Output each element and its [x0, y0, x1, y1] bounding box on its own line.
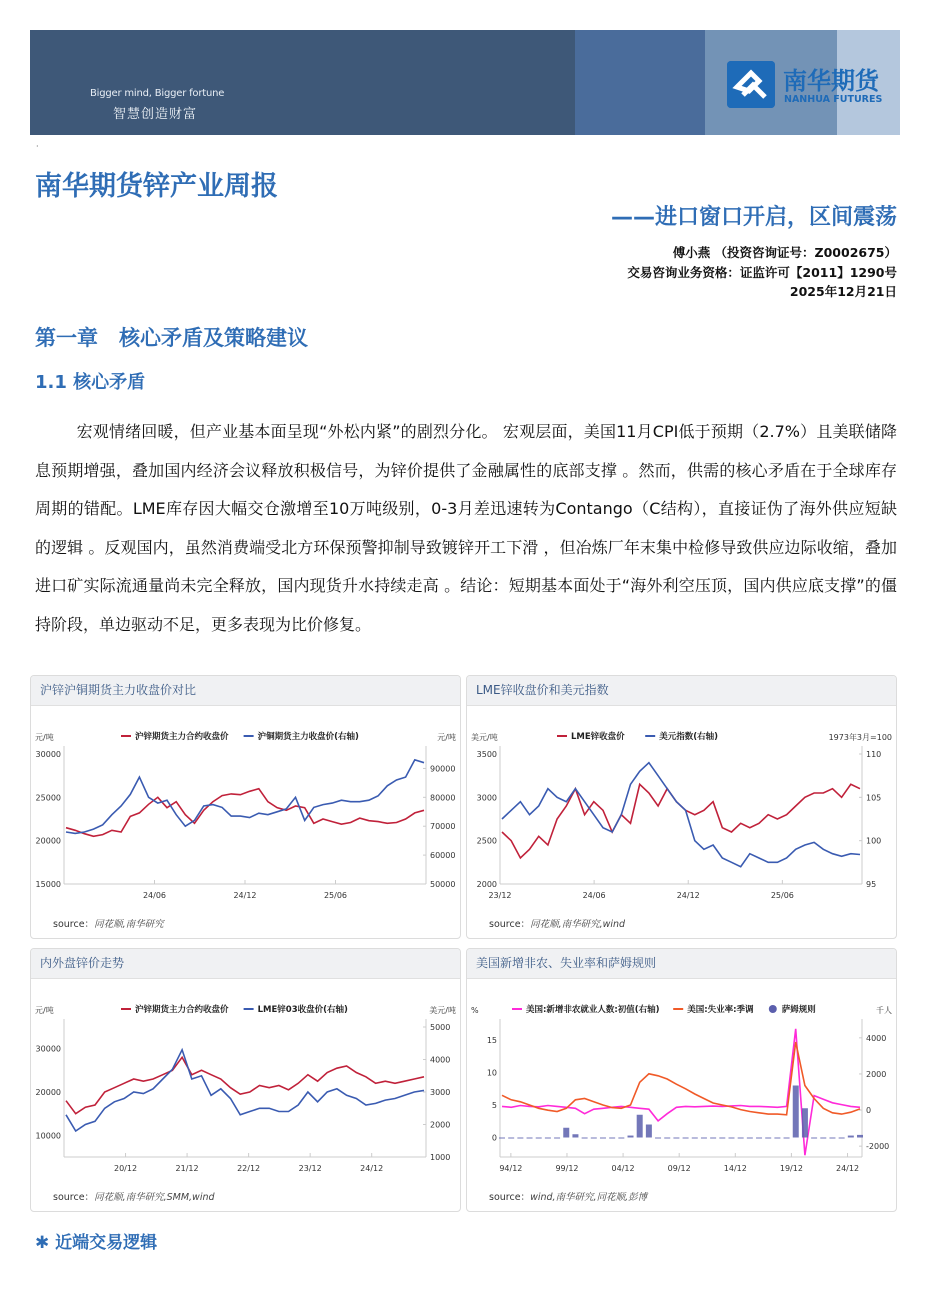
svg-text:20/12: 20/12 — [114, 1164, 138, 1173]
chart-us-labor — [467, 979, 896, 1179]
svg-text:4000: 4000 — [866, 1033, 887, 1043]
logo-text-en: NANHUA FUTURES — [784, 94, 883, 105]
svg-text:15: 15 — [486, 1036, 497, 1045]
svg-text:沪锌期货主力合约收盘价: 沪锌期货主力合约收盘价 — [135, 1005, 229, 1015]
marker: · — [36, 142, 39, 151]
svg-text:25/06: 25/06 — [323, 891, 348, 900]
svg-text:60000: 60000 — [430, 851, 456, 861]
svg-text:22/12: 22/12 — [237, 1164, 261, 1173]
svg-text:105: 105 — [866, 793, 882, 803]
chart-panel-us-labor — [466, 948, 897, 1212]
logo-mark-icon — [727, 61, 775, 108]
section-heading: 1.1 核心矛盾 — [35, 372, 146, 393]
slogan-cn: 智慧创造财富 — [113, 107, 198, 122]
svg-text:0: 0 — [491, 1133, 497, 1143]
svg-text:99/12: 99/12 — [555, 1164, 579, 1173]
svg-text:90000: 90000 — [430, 764, 456, 774]
svg-text:2000: 2000 — [476, 880, 497, 889]
svg-text:110: 110 — [866, 750, 882, 759]
chart-panel-lme-usd — [466, 675, 897, 939]
svg-text:100: 100 — [866, 836, 882, 846]
company-logo — [727, 61, 900, 111]
chart-title: 内外盘锌价走势 — [31, 949, 460, 979]
svg-text:千人: 千人 — [876, 1006, 892, 1015]
svg-text:沪铜期货主力收盘价(右轴): 沪铜期货主力收盘价(右轴) — [257, 732, 359, 742]
chart-zn-cu — [31, 706, 460, 906]
chart-lme-usd — [467, 706, 896, 906]
svg-text:24/12: 24/12 — [233, 891, 257, 900]
chart-source: source：同花顺,南华研究 — [53, 919, 164, 930]
svg-text:04/12: 04/12 — [611, 1164, 635, 1173]
svg-text:LME锌03收盘价(右轴): LME锌03收盘价(右轴) — [257, 1005, 348, 1015]
svg-text:3500: 3500 — [476, 750, 497, 759]
svg-text:95: 95 — [866, 880, 877, 889]
next-section-heading: ✱ 近端交易逻辑 — [35, 1233, 158, 1253]
author-line: 傅小燕 （投资咨询证号：Z0002675） — [672, 245, 897, 260]
slogan-en: Bigger mind, Bigger fortune — [90, 88, 225, 99]
svg-text:50000: 50000 — [430, 880, 456, 889]
svg-text:1973年3月=100: 1973年3月=100 — [828, 733, 892, 742]
svg-text:23/12: 23/12 — [488, 891, 512, 900]
svg-text:沪锌期货主力合约收盘价: 沪锌期货主力合约收盘价 — [135, 732, 229, 742]
svg-text:24/12: 24/12 — [360, 1164, 384, 1173]
svg-text:5000: 5000 — [430, 1023, 451, 1032]
svg-text:3000: 3000 — [430, 1088, 451, 1097]
svg-text:24/06: 24/06 — [142, 891, 167, 900]
report-date: 2025年12月21日 — [789, 284, 897, 299]
svg-text:24/12: 24/12 — [835, 1164, 860, 1173]
svg-text:23/12: 23/12 — [298, 1164, 322, 1173]
svg-text:20000: 20000 — [35, 1088, 61, 1097]
svg-text:美元指数(右轴): 美元指数(右轴) — [659, 732, 718, 742]
chart-title: 美国新增非农、失业率和萨姆规则 — [467, 949, 896, 979]
svg-text:10: 10 — [486, 1068, 497, 1078]
svg-text:美元/吨: 美元/吨 — [429, 1006, 456, 1015]
chart-title: 沪锌沪铜期货主力收盘价对比 — [31, 676, 460, 706]
svg-text:元/吨: 元/吨 — [437, 733, 456, 742]
svg-text:80000: 80000 — [430, 793, 456, 803]
svg-text:美国:失业率:季调: 美国:失业率:季调 — [687, 1005, 754, 1015]
report-title: 南华期货锌产业周报 — [35, 171, 278, 202]
chart-source: source：同花顺,南华研究,SMM,wind — [53, 1192, 215, 1203]
svg-text:4000: 4000 — [430, 1055, 451, 1065]
qualification-line: 交易咨询业务资格：证监许可【2011】1290号 — [627, 265, 897, 280]
svg-text:-2000: -2000 — [866, 1142, 890, 1152]
svg-text:09/12: 09/12 — [667, 1164, 691, 1173]
svg-text:20000: 20000 — [35, 836, 61, 846]
header-banner — [30, 30, 900, 135]
svg-text:元/吨: 元/吨 — [35, 733, 54, 742]
svg-text:1000: 1000 — [430, 1153, 451, 1162]
logo-text-cn: 南华期货 — [783, 67, 879, 95]
svg-text:25/06: 25/06 — [770, 891, 794, 900]
chart-source: source：同花顺,南华研究,wind — [489, 919, 626, 930]
svg-text:%: % — [471, 1006, 479, 1015]
chart-panel-zn-cu — [30, 675, 461, 939]
svg-text:0: 0 — [866, 1106, 872, 1116]
svg-text:2500: 2500 — [476, 836, 497, 846]
svg-text:19/12: 19/12 — [779, 1164, 803, 1173]
svg-text:94/12: 94/12 — [499, 1164, 523, 1173]
svg-text:25000: 25000 — [35, 793, 61, 803]
svg-text:30000: 30000 — [35, 750, 61, 759]
svg-text:15000: 15000 — [35, 880, 61, 889]
svg-text:30000: 30000 — [35, 1044, 61, 1054]
chart-panel-domestic-foreign — [30, 948, 461, 1212]
svg-text:美元/吨: 美元/吨 — [471, 733, 498, 742]
svg-text:21/12: 21/12 — [175, 1164, 199, 1173]
svg-text:5: 5 — [491, 1101, 497, 1110]
chapter-heading: 第一章 核心矛盾及策略建议 — [35, 326, 308, 350]
svg-text:2000: 2000 — [866, 1069, 887, 1079]
svg-text:LME锌收盘价: LME锌收盘价 — [571, 732, 625, 742]
svg-text:24/12: 24/12 — [676, 891, 700, 900]
svg-text:3000: 3000 — [476, 793, 497, 803]
body-paragraph — [35, 413, 897, 644]
svg-text:2000: 2000 — [430, 1120, 451, 1130]
chart-title: LME锌收盘价和美元指数 — [467, 676, 896, 706]
svg-text:萨姆规则: 萨姆规则 — [781, 1005, 816, 1015]
banner-band-1 — [575, 30, 705, 135]
chart-source: source：wind,南华研究,同花顺,彭博 — [489, 1192, 648, 1203]
svg-text:70000: 70000 — [430, 822, 456, 832]
svg-text:24/06: 24/06 — [582, 891, 606, 900]
paragraph-text: 宏观情绪回暖，但产业基本面呈现“外松内紧”的剧烈分化。 宏观层面，美国11月CPI低于预期（2.7%）且美联储降息预期增强，叠加国内经济会议释放积极信号，为锌价提供了金融属性的底部支撑 。然而，供需的核心矛盾在于全球库存周期的错配。LME库存因大幅交仓激增至10万吨级别，0-3月差迅速转为Contango（C结构），直接证伪了海外供应短缺的逻辑 。反观国内，虽然消费端受北方环保预警抑制导致镀锌开工下滑 ，但冶炼厂年末集中检修导致供应边际收缩，叠加进口矿实际流通量尚未完全释放，国内现货升水持续走高 。结论：短期基本面处于“海外利空压顶，国内供应底支撑”的僵持阶段，单边驱动不足，更多表现为比价修复。 — [35, 422, 897, 634]
svg-text:元/吨: 元/吨 — [35, 1006, 54, 1015]
svg-text:美国:新增非农就业人数:初值(右轴): 美国:新增非农就业人数:初值(右轴) — [526, 1005, 660, 1015]
chart-domestic-foreign — [31, 979, 460, 1179]
svg-text:14/12: 14/12 — [723, 1164, 747, 1173]
report-subtitle: ——进口窗口开启，区间震荡 — [610, 205, 897, 230]
svg-text:10000: 10000 — [35, 1131, 61, 1141]
